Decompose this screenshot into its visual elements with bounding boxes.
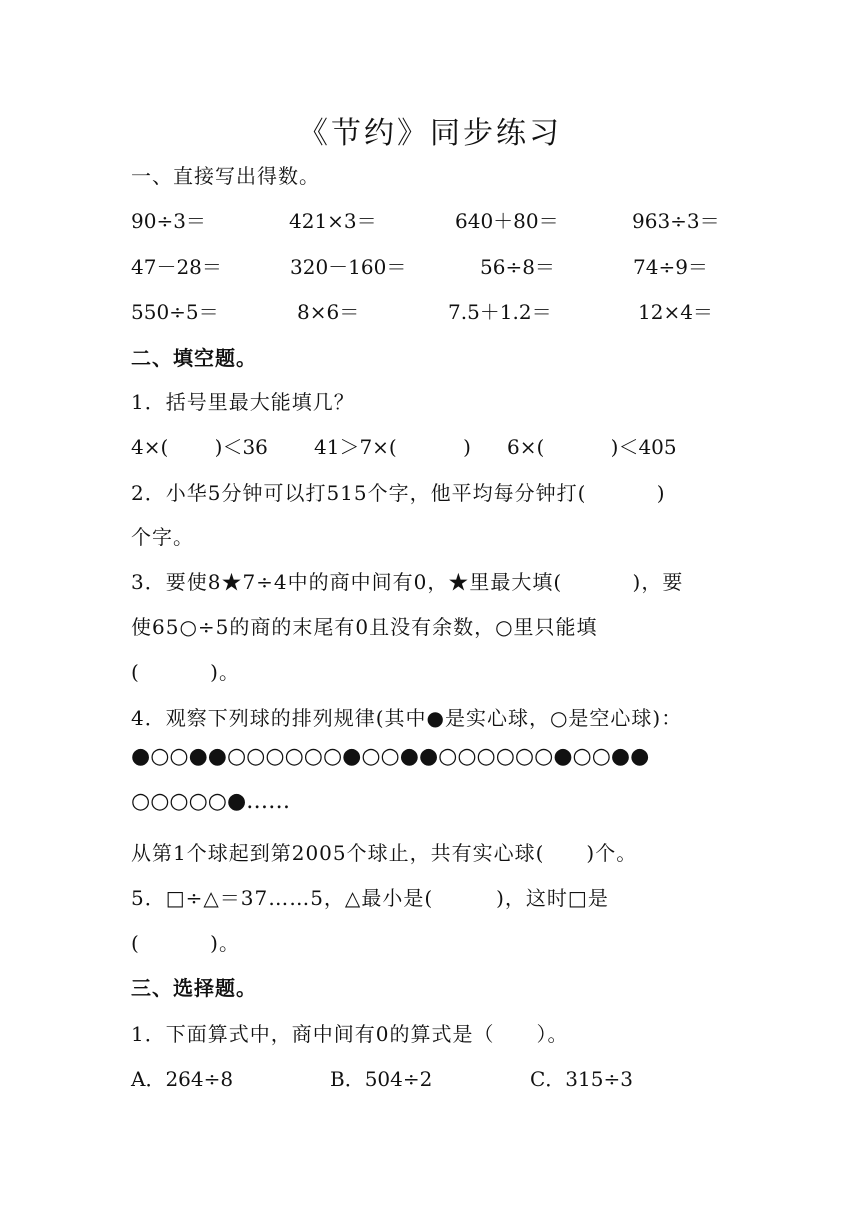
section1-heading: 一、直接写出得数。 bbox=[131, 164, 320, 188]
question-text: 从第1个球起到第2005个球止，共有实心球( )个。 bbox=[131, 841, 638, 865]
ball-sequence: ●○○●●○○○○○○●○○●●○○○○○○●○○●● bbox=[131, 744, 650, 769]
calc-cell: 90÷3＝ bbox=[131, 209, 206, 233]
fill-item: 6×( )＜405 bbox=[507, 435, 677, 459]
calc-cell: 640＋80＝ bbox=[455, 209, 559, 233]
calc-cell: 550÷5＝ bbox=[131, 300, 219, 324]
fill-item: 41＞7×( ) bbox=[314, 435, 471, 459]
question-text: 1．括号里最大能填几？ bbox=[131, 390, 355, 414]
calc-cell: 74÷9＝ bbox=[633, 255, 708, 279]
calc-cell: 12×4＝ bbox=[638, 300, 713, 324]
calc-cell: 7.5＋1.2＝ bbox=[448, 300, 552, 324]
question-text: 3．要使8★7÷4中的商中间有0，★里最大填( )，要 bbox=[131, 570, 684, 594]
choice-option: B．504÷2 bbox=[330, 1067, 433, 1091]
page-title: 《节约》同步练习 bbox=[298, 116, 562, 151]
fill-item: 4×( )＜36 bbox=[131, 435, 268, 459]
question-text: 5．□÷△＝37……5，△最小是( )，这时□是 bbox=[131, 886, 609, 910]
section2-heading: 二、填空题。 bbox=[131, 346, 257, 370]
calc-cell: 8×6＝ bbox=[297, 300, 360, 324]
question-text: 个字。 bbox=[131, 525, 194, 549]
question-text: 2．小华5分钟可以打515个字，他平均每分钟打( ) bbox=[131, 481, 666, 505]
section3-heading: 三、选择题。 bbox=[131, 976, 257, 1000]
question-text: ( )。 bbox=[131, 660, 240, 684]
question-text: ( )。 bbox=[131, 931, 240, 955]
calc-cell: 421×3＝ bbox=[289, 209, 377, 233]
question-text: 1．下面算式中，商中间有0的算式是（ ）。 bbox=[131, 1022, 569, 1046]
question-text: 使65○÷5的商的末尾有0且没有余数，○里只能填 bbox=[131, 615, 598, 639]
calc-cell: 56÷8＝ bbox=[480, 255, 555, 279]
calc-cell: 320－160＝ bbox=[290, 255, 407, 279]
question-text: 4．观察下列球的排列规律(其中●是实心球，○是空心球)： bbox=[131, 706, 683, 730]
choice-option: A．264÷8 bbox=[131, 1067, 234, 1091]
choice-option: C．315÷3 bbox=[530, 1067, 633, 1091]
ball-sequence: ○○○○○●…… bbox=[131, 789, 291, 814]
calc-cell: 963÷3＝ bbox=[632, 209, 720, 233]
calc-cell: 47－28＝ bbox=[131, 255, 222, 279]
